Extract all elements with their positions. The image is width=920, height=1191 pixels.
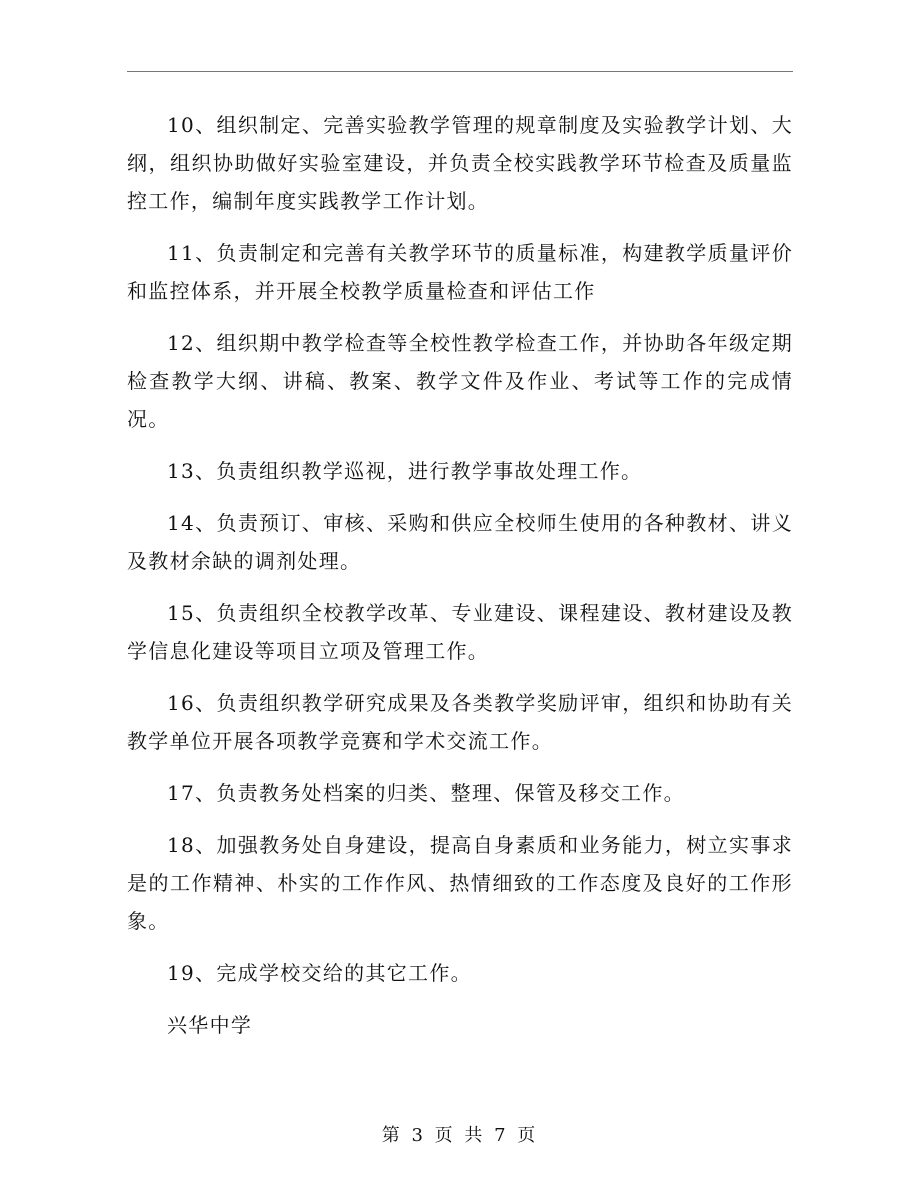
header-divider [127,71,793,72]
paragraph-18: 18、加强教务处自身建设，提高自身素质和业务能力，树立实事求是的工作精神、朴实的工作作风、热情细致的工作态度及良好的工作形象。 [127,833,793,933]
signature: 兴华中学 [167,1013,253,1037]
document-body [127,106,793,1058]
paragraph-10: 10、组织制定、完善实验教学管理的规章制度及实验教学计划、大纲，组织协助做好实验室建设，并负责全校实践教学环节检查及质量监控工作，编制年度实践教学工作计划。 [127,113,793,213]
paragraph-17: 17、负责教务处档案的归类、整理、保管及移交工作。 [167,781,685,805]
paragraph-15: 15、负责组织全校教学改革、专业建设、课程建设、教材建设及教学信息化建设等项目立项及管理工作。 [127,601,793,663]
paragraph-16: 16、负责组织教学研究成果及各类教学奖励评审，组织和协助有关教学单位开展各项教学竞赛和学术交流工作。 [127,691,793,753]
paragraph-14: 14、负责预订、审核、采购和供应全校师生使用的各种教材、讲义及教材余缺的调剂处理。 [127,511,793,573]
page-number: 第 3 页 共 7 页 [381,1125,539,1146]
paragraph-19: 19、完成学校交给的其它工作。 [167,961,472,985]
paragraph-12: 12、组织期中教学检查等全校性教学检查工作，并协助各年级定期检查教学大纲、讲稿、教案、教学文件及作业、考试等工作的完成情况。 [127,331,793,431]
paragraph-13: 13、负责组织教学巡视，进行教学事故处理工作。 [167,459,643,483]
paragraph-11: 11、负责制定和完善有关教学环节的质量标准，构建教学质量评价和监控体系，并开展全校教学质量检查和评估工作 [127,241,793,303]
